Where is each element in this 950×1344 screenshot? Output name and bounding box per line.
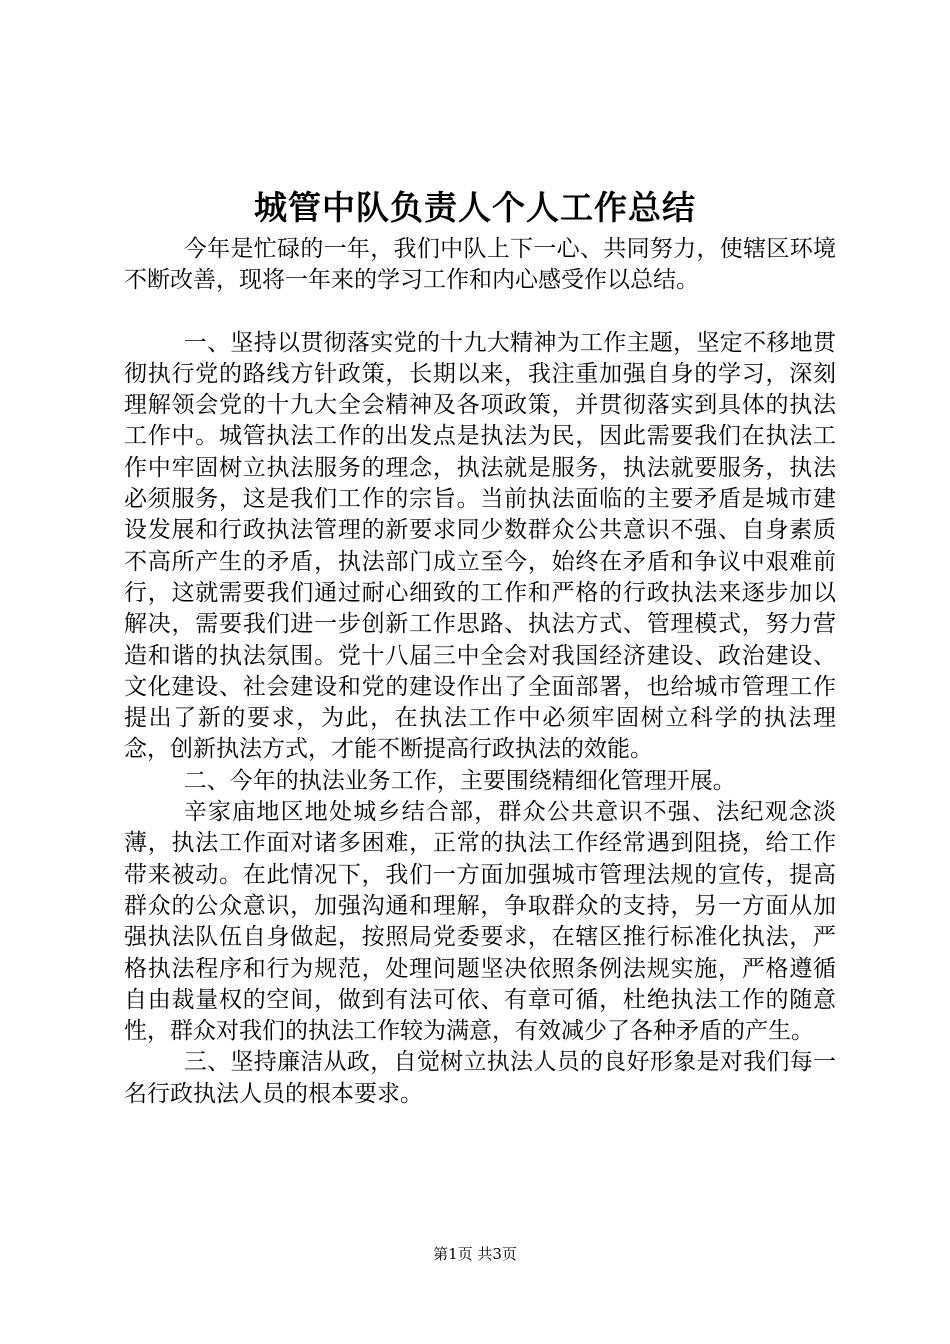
paragraph-section-three: 三、坚持廉洁从政，自觉树立执法人员的良好形象是对我们每一名行政执法人员的根本要求。 xyxy=(124,1049,836,1107)
paragraph-section-one: 一、坚持以贯彻落实党的十九大精神为工作主题，坚定不移地贯彻执行党的路线方针政策，长期以来，我注重加强自身的学习，深刻理解领会党的十九大全会精神及各项政策，并贯彻落实到具体的执法工作中。城管执法工作的出发点是执法为民，因此需要我们在执法工作中牢固树立执法服务的理念，执法就是服务，执法就要服务，执法必须服务，这是我们工作的宗旨。当前执法面临的主要矛盾是城市建设发展和行政执法管理的新要求同少数群众公共意识不强、自身素质不高所产生的矛盾，执法部门成立至今，始终在矛盾和争议中艰难前行，这就需要我们通过耐心细致的工作和严格的行政执法来逐步加以解决，需要我们进一步创新工作思路、执法方式、管理模式，努力营造和谐的执法氛围。党十八届三中全会对我国经济建设、政治建设、文化建设、社会建设和党的建设作出了全面部署，也给城市管理工作提出了新的要求，为此，在执法工作中必须牢固树立科学的执法理念，创新执法方式，才能不断提高行政执法的效能。 xyxy=(124,329,836,763)
document-title: 城管中队负责人个人工作总结 xyxy=(254,188,696,227)
document-body xyxy=(124,234,836,1110)
paragraph-section-two-heading: 二、今年的执法业务工作，主要围绕精细化管理开展。 xyxy=(183,767,736,794)
page-number-footer: 第1页 共3页 xyxy=(433,1245,517,1263)
paragraph-section-two-body: 辛家庙地区地处城乡结合部，群众公共意识不强、法纪观念淡薄，执法工作面对诸多困难，正常的执法工作经常遇到阻挠，给工作带来被动。在此情况下，我们一方面加强城市管理法规的宣传，提高群众的公众意识，加强沟通和理解，争取群众的支持，另一方面从加强执法队伍自身做起，按照局党委要求，在辖区推行标准化执法，严格执法程序和行为规范，处理问题坚决依照条例法规实施，严格遵循自由裁量权的空间，做到有法可依、有章可循，杜绝执法工作的随意性，群众对我们的执法工作较为满意，有效减少了各种矛盾的产生。 xyxy=(124,799,836,1045)
paragraph-intro: 今年是忙碌的一年，我们中队上下一心、共同努力，使辖区环境不断改善，现将一年来的学习工作和内心感受作以总结。 xyxy=(124,236,836,294)
